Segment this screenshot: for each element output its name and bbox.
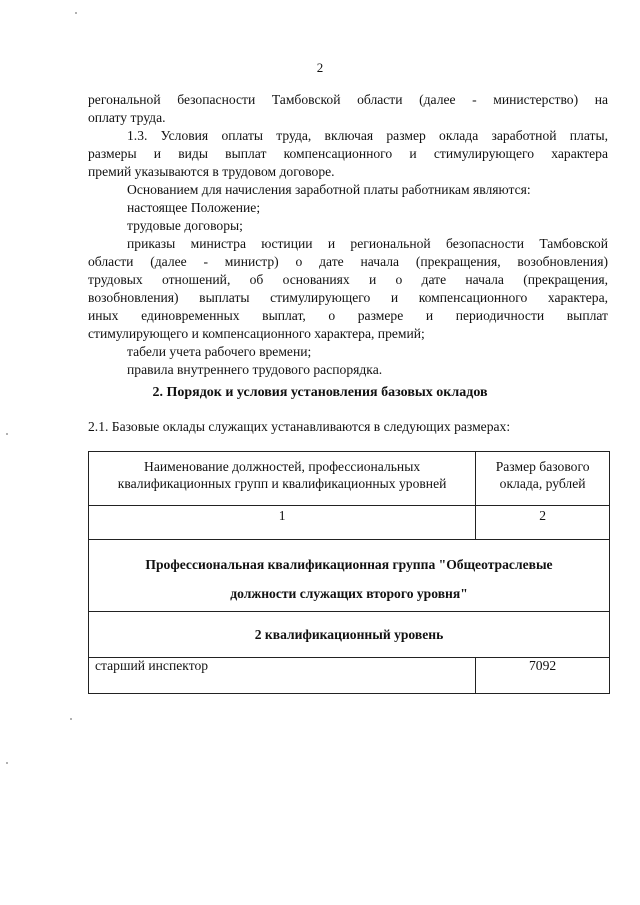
- header-position: [89, 452, 476, 506]
- group-title: [89, 540, 610, 612]
- basis-item-1: настоящее Положение;: [127, 200, 261, 215]
- salary-cell: 7092: [476, 658, 610, 694]
- basis-item-5: правила внутреннего трудового распорядка.: [127, 362, 383, 377]
- header-salary-line-1: Размер базового: [495, 459, 590, 474]
- orders-line-5: иных единовременных выплат, о размере и периодичности выплат: [88, 308, 608, 323]
- basis-title: Основанием для начисления заработной платы работникам являются:: [127, 182, 531, 197]
- intro-line-1: регональной безопасности Тамбовской области (далее - министерство) на: [88, 92, 608, 107]
- orders-line-3: трудовых отношений, об основаниях и о дате начала (прекращения,: [88, 272, 608, 287]
- table-row: [89, 658, 610, 694]
- scan-speck: [6, 433, 8, 435]
- column-number-row: [89, 506, 610, 540]
- orders-line-2: области (далее - министр) о дате начала (прекращения, возобновления): [88, 254, 608, 269]
- header-salary: [476, 452, 610, 506]
- section-2-heading: 2. Порядок и условия установления базовых окладов: [152, 385, 488, 400]
- column-number-2: 2: [476, 506, 610, 540]
- scan-speck: [6, 762, 8, 764]
- header-salary-line-2: оклада, рублей: [499, 476, 586, 491]
- table-header-row: [89, 452, 610, 506]
- group-title-line-2: должности служащих второго уровня": [230, 586, 468, 601]
- group-title-line-1: Профессиональная квалификационная группа "Общеотраслевые: [145, 557, 553, 572]
- basis-item-4: табели учета рабочего времени;: [127, 344, 312, 359]
- header-position-line-1: Наименование должностей, профессиональных: [144, 459, 421, 474]
- scan-speck: [70, 718, 72, 720]
- header-position-line-2: квалификационных групп и квалификационных уровней: [117, 476, 447, 491]
- page-number: 2: [316, 60, 324, 75]
- p13-line-3: премий указываются в трудовом договоре.: [88, 164, 335, 179]
- level-title: 2 квалификационный уровень: [89, 612, 610, 658]
- group-row: [89, 540, 610, 612]
- level-row: [89, 612, 610, 658]
- scan-speck: [75, 12, 77, 14]
- p13-line-1: 1.3. Условия оплаты труда, включая размер оклада заработной платы,: [127, 128, 608, 143]
- p21-text: 2.1. Базовые оклады служащих устанавливаются в следующих размерах:: [88, 419, 511, 434]
- salary-table: [88, 451, 610, 694]
- basis-item-2: трудовые договоры;: [127, 218, 243, 233]
- orders-line-1: приказы министра юстиции и региональной безопасности Тамбовской: [127, 236, 608, 251]
- intro-line-2: оплату труда.: [88, 110, 166, 125]
- orders-line-4: возобновления) выплаты стимулирующего и компенсационного характера,: [88, 290, 608, 305]
- position-cell: старший инспектор: [89, 658, 476, 694]
- p13-line-2: размеры и виды выплат компенсационного и стимулирующего характера: [88, 146, 608, 161]
- column-number-1: 1: [89, 506, 476, 540]
- orders-line-6: стимулирующего и компенсационного характера, премий;: [88, 326, 425, 341]
